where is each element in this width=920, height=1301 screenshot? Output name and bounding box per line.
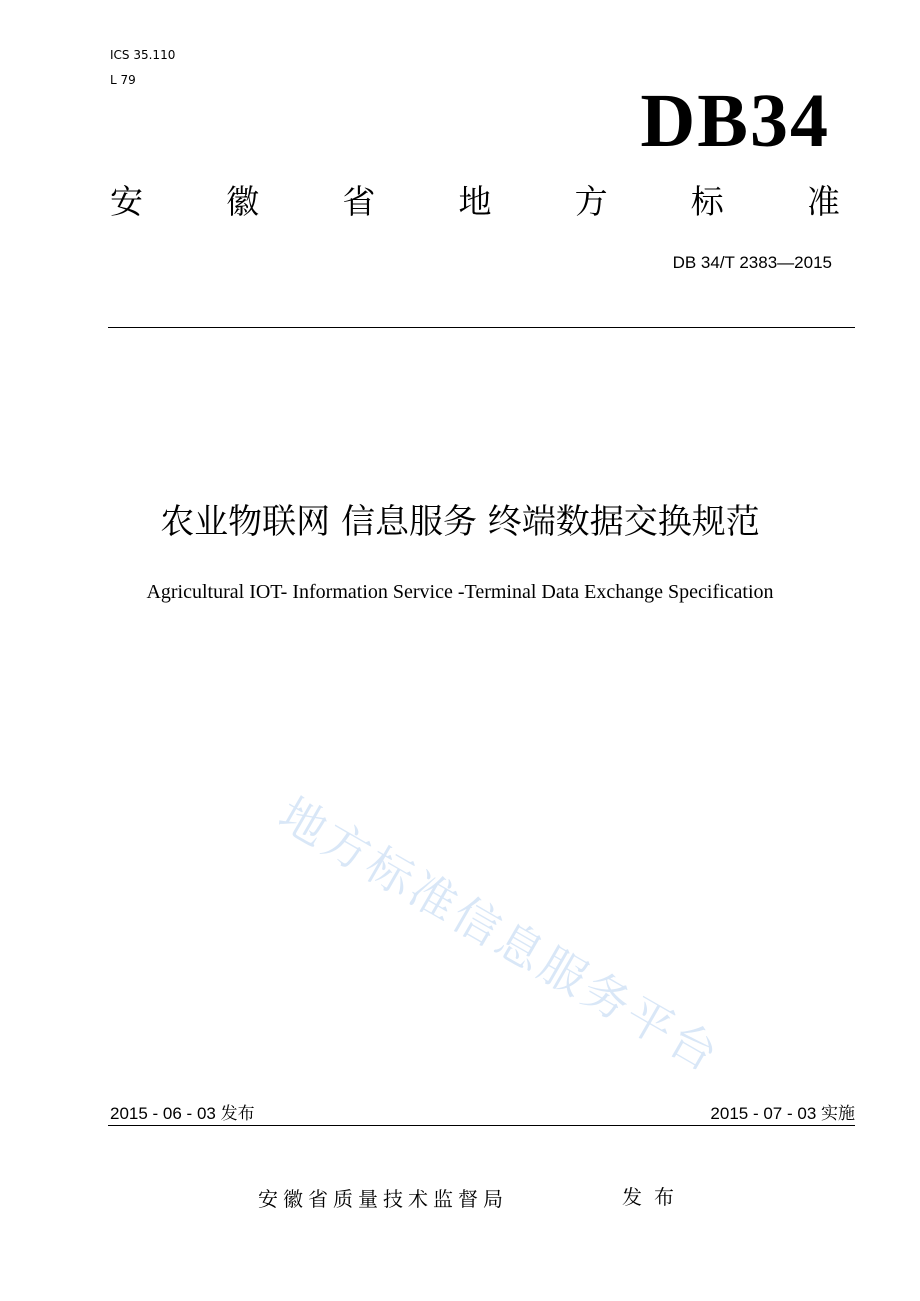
footer-divider xyxy=(108,1125,855,1126)
standard-type-char: 省 xyxy=(342,182,376,221)
standard-type-heading xyxy=(110,178,840,226)
standard-type-char: 安 xyxy=(110,182,143,221)
standard-type-char: 地 xyxy=(458,182,492,221)
issuer-action: 发布 xyxy=(622,1185,686,1209)
implementation-date: 2015 - 07 - 03 实施 xyxy=(710,1104,855,1123)
header-divider xyxy=(108,327,855,328)
chinese-title: 农业物联网 信息服务 终端数据交换规范 xyxy=(160,502,760,542)
english-title: Agricultural IOT- Information Service -Terminal Data Exchange Specification xyxy=(146,581,774,603)
standard-type-char: 方 xyxy=(574,182,608,221)
standard-type-char: 准 xyxy=(806,182,840,221)
standard-type-char: 徽 xyxy=(226,182,260,221)
watermark: 地方标准信息服务平台 xyxy=(269,786,731,1084)
release-date: 2015 - 06 - 03 发布 xyxy=(110,1104,255,1123)
ics-code: ICS 35.110 xyxy=(110,48,176,62)
db-code-label: DB34 xyxy=(640,79,830,163)
issuer-name: 安徽省质量技术监督局 xyxy=(258,1187,508,1211)
standard-number: DB 34/T 2383—2015 xyxy=(672,253,832,272)
ccs-code: L 79 xyxy=(110,73,136,87)
standard-type-char: 标 xyxy=(690,182,724,221)
